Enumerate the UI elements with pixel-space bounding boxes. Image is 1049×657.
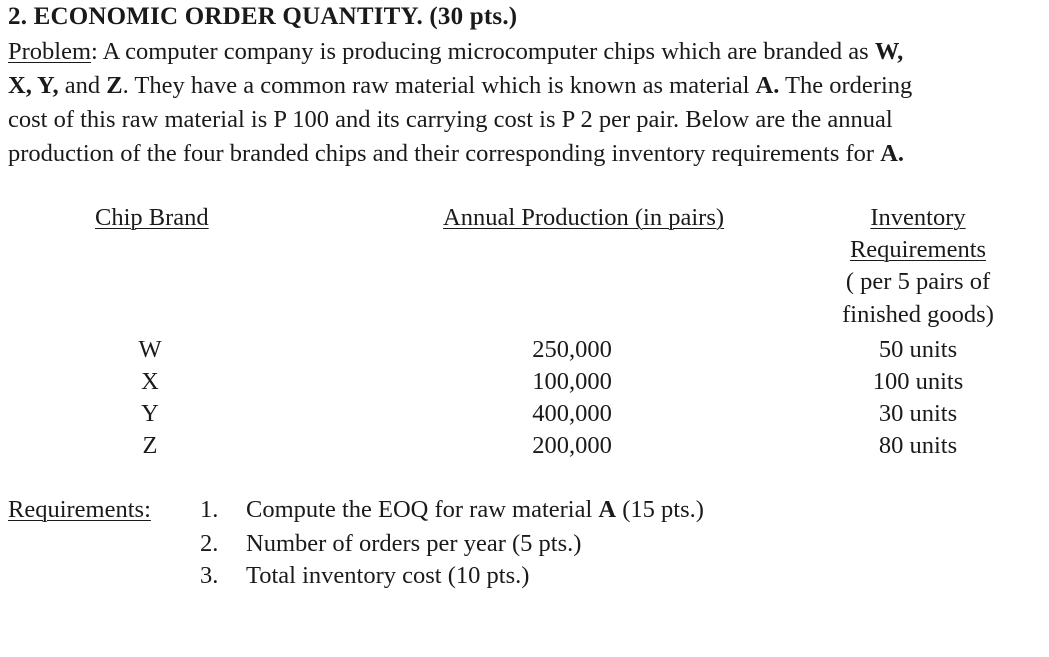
- table-row-brand: Y: [141, 400, 159, 427]
- table-row-brand: Z: [142, 432, 158, 459]
- table-row-production: 250,000: [532, 336, 612, 363]
- requirements-label: Requirements:: [8, 496, 151, 523]
- table-row-brand: W: [138, 336, 162, 363]
- requirement-item: 3. Total inventory cost (10 pts.): [200, 562, 530, 589]
- header-chip-brand: Chip Brand: [95, 204, 209, 231]
- problem-line-3: cost of this raw material is P 100 and its carrying cost is P 2 per pair. Below are the annual: [8, 106, 893, 133]
- header-annual-production: Annual Production (in pairs): [443, 204, 725, 231]
- table-row-inventory: 30 units: [878, 400, 958, 427]
- problem-line-4: production of the four branded chips and their corresponding inventory requirements for A.: [8, 140, 905, 167]
- problem-line-2: X, Y, and Z. They have a common raw material which is known as material A. The ordering: [8, 72, 913, 99]
- page-title: 2. ECONOMIC ORDER QUANTITY. (30 pts.): [8, 3, 518, 30]
- problem-line-1: Problem: A computer company is producing microcomputer chips which are branded as W,: [8, 38, 904, 65]
- requirement-item: 1. Compute the EOQ for raw material A (15 pts.): [200, 496, 704, 523]
- problem-label: Problem: [8, 38, 92, 65]
- header-inventory-4: finished goods): [842, 301, 994, 328]
- table-row-inventory: 100 units: [872, 368, 964, 395]
- table-row-inventory: 50 units: [878, 336, 958, 363]
- header-inventory-3: ( per 5 pairs of: [845, 268, 991, 295]
- table-row-production: 100,000: [532, 368, 612, 395]
- table-row-inventory: 80 units: [878, 432, 958, 459]
- table-row-production: 200,000: [532, 432, 612, 459]
- header-inventory-1: Inventory: [870, 204, 966, 231]
- table-row-production: 400,000: [532, 400, 612, 427]
- header-inventory-2: Requirements: [849, 236, 987, 263]
- table-row-brand: X: [141, 368, 159, 395]
- requirement-item: 2. Number of orders per year (5 pts.): [200, 530, 582, 557]
